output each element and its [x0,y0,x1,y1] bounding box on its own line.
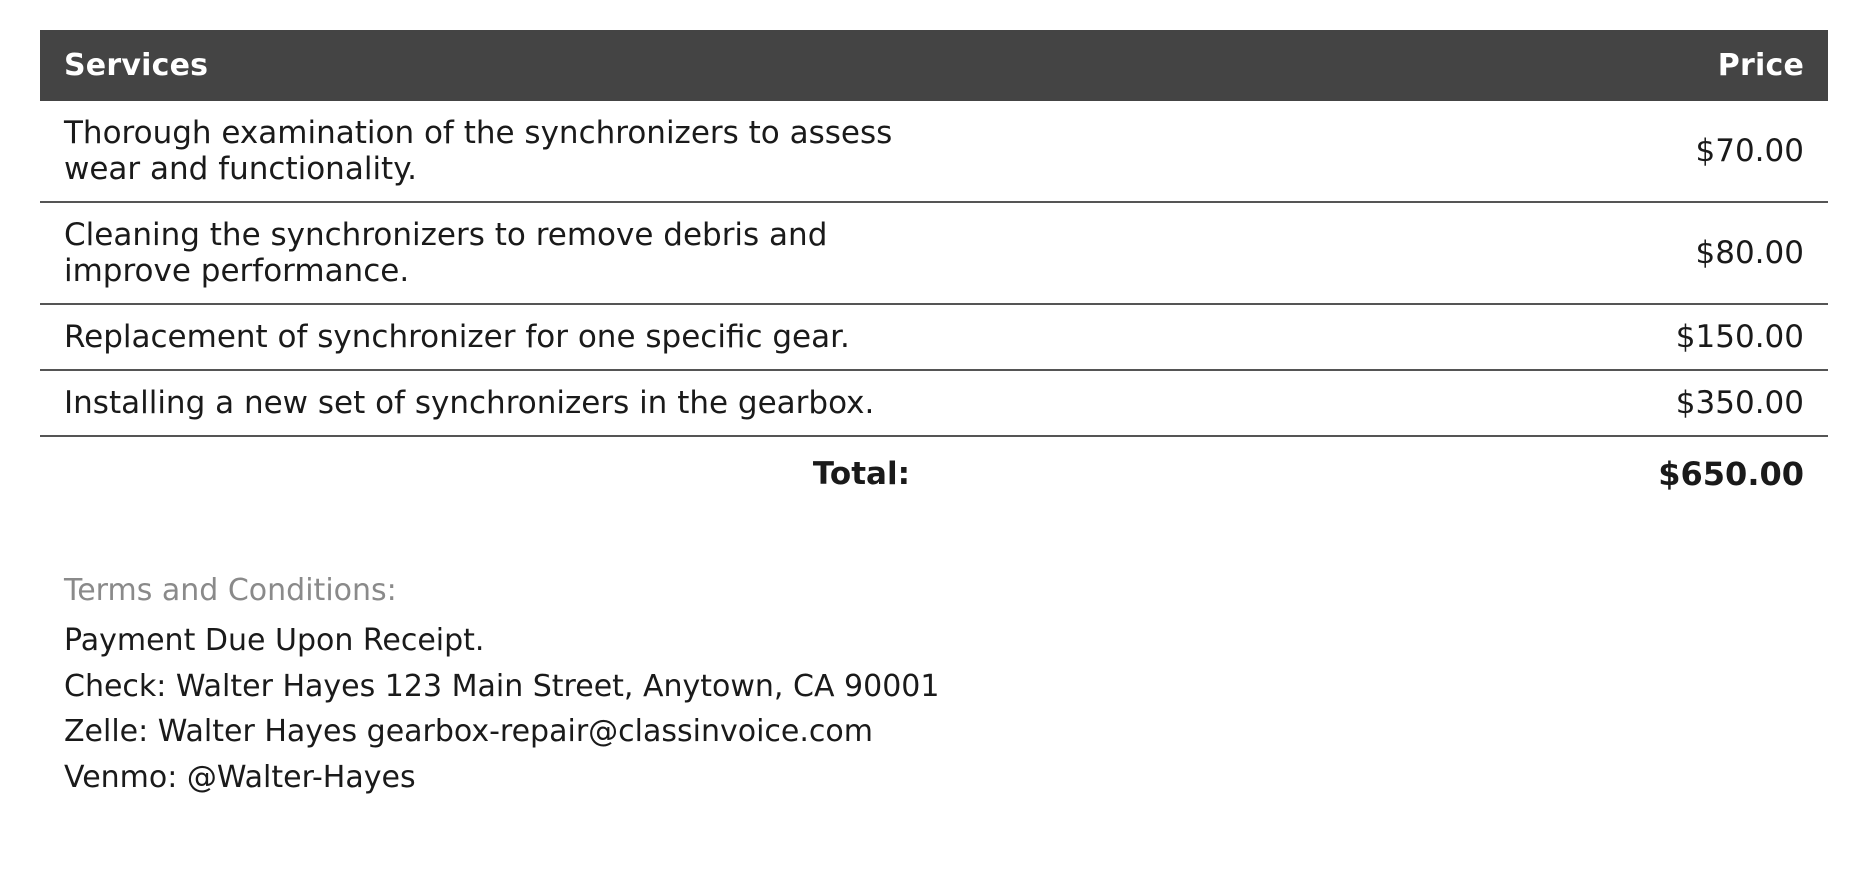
service-description: Thorough examination of the synchronizers to assess wear and functionality. [40,101,934,202]
table-row [40,202,1828,304]
table-row [40,370,1828,436]
service-price: $70.00 [934,101,1828,202]
column-header-services: Services [40,30,934,101]
total-row [40,436,1828,507]
table-row [40,101,1828,202]
table-row [40,304,1828,370]
table-header [40,30,1828,101]
total-label: Total: [812,456,910,492]
service-description: Installing a new set of synchronizers in the gearbox. [40,370,934,436]
terms-and-conditions-section [40,573,1828,800]
service-description: Replacement of synchronizer for one specific gear. [40,304,934,370]
terms-line-venmo: Venmo: @Walter-Hayes [64,759,416,795]
table-header-row [40,30,1828,101]
terms-line-check: Check: Walter Hayes 123 Main Street, Anytown, CA 90001 [64,668,940,704]
column-header-price: Price [934,30,1828,101]
table-body [40,101,1828,507]
service-price: $350.00 [934,370,1828,436]
terms-line-zelle: Zelle: Walter Hayes gearbox-repair@classinvoice.com [64,714,873,750]
terms-line-payment: Payment Due Upon Receipt. [64,623,485,658]
services-price-table [40,30,1828,507]
service-description: Cleaning the synchronizers to remove debris and improve performance. [40,202,934,304]
service-price: $150.00 [934,304,1828,370]
service-price: $80.00 [934,202,1828,304]
total-amount: $650.00 [1658,455,1804,493]
terms-heading: Terms and Conditions: [64,573,397,608]
